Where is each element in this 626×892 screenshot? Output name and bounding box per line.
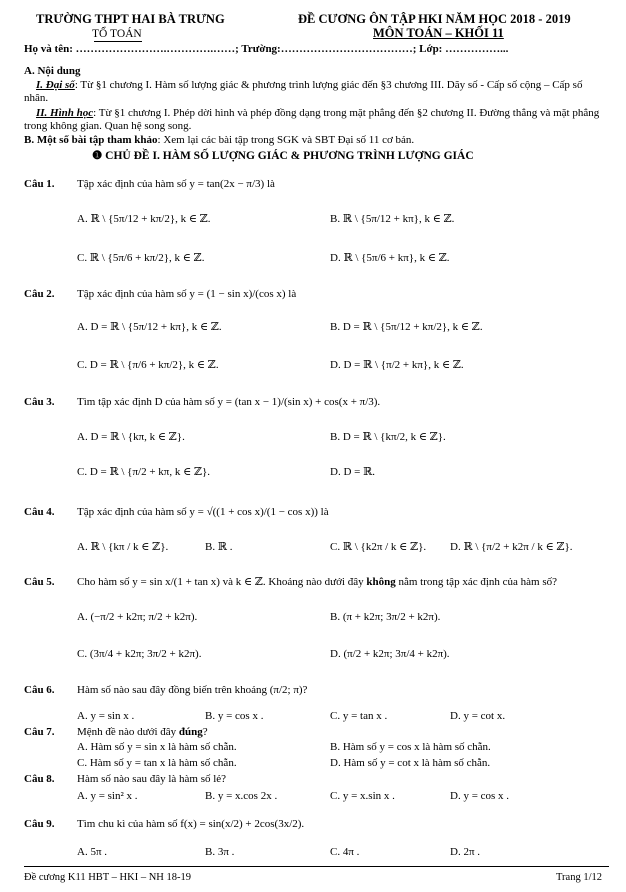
q7-text-a: Mệnh đề nào dưới đây	[77, 726, 179, 738]
document-title: ĐỀ CƯƠNG ÔN TẬP HKI NĂM HỌC 2018 - 2019	[298, 12, 571, 26]
q4-option-b[interactable]: B. ℝ .	[205, 541, 233, 553]
q5-text-b: nằm trong tập xác định của hàm số?	[395, 576, 558, 588]
q1-option-b[interactable]: B. ℝ \ {5π/12 + kπ}, k ∈ ℤ.	[330, 213, 455, 225]
section-a2	[24, 107, 604, 133]
question-5-label: Câu 5.	[24, 576, 55, 588]
q9-option-d[interactable]: D. 2π .	[450, 846, 480, 858]
department-name: TỔ TOÁN	[92, 28, 142, 40]
section-a1	[24, 79, 604, 105]
q2-option-c[interactable]: C. D = ℝ \ {π/6 + kπ/2}, k ∈ ℤ.	[77, 359, 219, 371]
q1-option-c[interactable]: C. ℝ \ {5π/6 + kπ/2}, k ∈ ℤ.	[77, 252, 205, 264]
q8-option-c[interactable]: C. y = x.sin x .	[330, 790, 395, 802]
q3-option-c[interactable]: C. D = ℝ \ {π/2 + kπ, k ∈ ℤ}.	[77, 466, 211, 478]
q6-option-a[interactable]: A. y = sin x .	[77, 710, 135, 722]
footer-rule	[24, 866, 609, 867]
q2-option-b[interactable]: B. D = ℝ \ {5π/12 + kπ/2}, k ∈ ℤ.	[330, 321, 483, 333]
question-9-text: Tìm chu kì của hàm số f(x) = sin(x/2) + 2cos(3x/2).	[77, 818, 305, 830]
question-7-label: Câu 7.	[24, 726, 55, 738]
q1-option-d[interactable]: D. ℝ \ {5π/6 + kπ}, k ∈ ℤ.	[330, 252, 450, 264]
dept-underline	[94, 41, 142, 42]
a2-text: : Từ §1 chương I. Phép dời hình và phép đồng dạng trong mặt phẳng đến §2 chương II. Đường thẳng và mặt phẳng trong không gian. Quan hệ song song.	[24, 107, 600, 132]
school-name: TRƯỜNG THPT HAI BÀ TRƯNG	[36, 12, 225, 26]
question-3-text: Tìm tập xác định D của hàm số y = (tan x − 1)/(sin x) + cos(x + π/3).	[77, 396, 381, 408]
question-1-text: Tập xác định của hàm số y = tan(2x − π/3) là	[77, 178, 275, 190]
footer-left: Đề cương K11 HBT – HKI – NH 18-19	[24, 872, 191, 883]
q8-option-a[interactable]: A. y = sin² x .	[77, 790, 138, 802]
subject-title: MÔN TOÁN – KHỐI 11	[373, 26, 504, 40]
q2-option-d[interactable]: D. D = ℝ \ {π/2 + kπ}, k ∈ ℤ.	[330, 359, 464, 371]
a2-label: II. Hình học	[36, 107, 94, 119]
topic-heading: ❶ CHỦ ĐỀ I. HÀM SỐ LƯỢNG GIÁC & PHƯƠNG TRÌNH LƯỢNG GIÁC	[92, 150, 474, 162]
question-8-label: Câu 8.	[24, 773, 55, 785]
question-2-text: Tập xác định của hàm số y = (1 − sin x)/(cos x) là	[77, 288, 297, 300]
q7-option-a[interactable]: A. Hàm số y = sin x là hàm số chẵn.	[77, 741, 237, 753]
q7-text-bold: đúng	[178, 726, 203, 738]
a1-label: I. Đại số	[36, 79, 75, 91]
q7-option-d[interactable]: D. Hàm số y = cot x là hàm số chẵn.	[330, 757, 491, 769]
question-9-label: Câu 9.	[24, 818, 55, 830]
page-number: Trang 1/12	[556, 872, 602, 883]
question-4-label: Câu 4.	[24, 506, 55, 518]
q9-option-a[interactable]: A. 5π .	[77, 846, 107, 858]
q9-option-c[interactable]: C. 4π .	[330, 846, 360, 858]
q7-text-b: ?	[202, 726, 208, 738]
q8-option-d[interactable]: D. y = cos x .	[450, 790, 510, 802]
q7-option-c[interactable]: C. Hàm số y = tan x là hàm số chẵn.	[77, 757, 237, 769]
q3-option-b[interactable]: B. D = ℝ \ {kπ/2, k ∈ ℤ}.	[330, 431, 446, 443]
question-8-text: Hàm số nào sau đây là hàm số lẻ?	[77, 773, 227, 785]
b-label: B. Một số bài tập tham khảo	[24, 134, 158, 146]
a1-text: : Từ §1 chương I. Hàm số lượng giác & phương trình lượng giác đến §3 chương III. Dãy số - Cấp số cộng – Cấp số nhân.	[24, 79, 583, 104]
question-4-text: Tập xác định của hàm số y = √((1 + cos x)/(1 − cos x)) là	[77, 506, 329, 518]
student-info-line: Họ và tên: …………………….………….……; Trường:………………………………; Lớp: ……………...	[24, 43, 509, 55]
q3-option-d[interactable]: D. D = ℝ.	[330, 466, 375, 478]
q7-option-b[interactable]: B. Hàm số y = cos x là hàm số chẵn.	[330, 741, 491, 753]
q4-option-d[interactable]: D. ℝ \ {π/2 + k2π / k ∈ ℤ}.	[450, 541, 573, 553]
q4-option-c[interactable]: C. ℝ \ {k2π / k ∈ ℤ}.	[330, 541, 427, 553]
section-b	[24, 134, 604, 147]
b-text: : Xem lại các bài tập trong SGK và SBT Đại số 11 cơ bản.	[157, 134, 415, 146]
question-6-label: Câu 6.	[24, 684, 55, 696]
q5-option-c[interactable]: C. (3π/4 + k2π; 3π/2 + k2π).	[77, 648, 202, 660]
q8-option-b[interactable]: B. y = x.cos 2x .	[205, 790, 278, 802]
question-7-text	[77, 726, 208, 740]
question-3-label: Câu 3.	[24, 396, 55, 408]
q5-option-d[interactable]: D. (π/2 + k2π; 3π/4 + k2π).	[330, 648, 450, 660]
question-1-label: Câu 1.	[24, 178, 55, 190]
question-6-text: Hàm số nào sau đây đồng biến trên khoảng (π/2; π)?	[77, 684, 308, 696]
question-2-label: Câu 2.	[24, 288, 55, 300]
q5-text-a: Cho hàm số y = sin x/(1 + tan x) và k ∈ ℤ. Khoảng nào dưới đây	[77, 576, 367, 588]
q9-option-b[interactable]: B. 3π .	[205, 846, 235, 858]
q5-text-bold: không	[366, 576, 396, 588]
q6-option-b[interactable]: B. y = cos x .	[205, 710, 264, 722]
section-a-title: A. Nội dung	[24, 65, 81, 77]
q4-option-a[interactable]: A. ℝ \ {kπ / k ∈ ℤ}.	[77, 541, 169, 553]
q5-option-b[interactable]: B. (π + k2π; 3π/2 + k2π).	[330, 611, 441, 623]
q6-option-c[interactable]: C. y = tan x .	[330, 710, 388, 722]
question-5-text	[77, 576, 557, 590]
q3-option-a[interactable]: A. D = ℝ \ {kπ, k ∈ ℤ}.	[77, 431, 185, 443]
q6-option-d[interactable]: D. y = cot x.	[450, 710, 506, 722]
q2-option-a[interactable]: A. D = ℝ \ {5π/12 + kπ}, k ∈ ℤ.	[77, 321, 222, 333]
q1-option-a[interactable]: A. ℝ \ {5π/12 + kπ/2}, k ∈ ℤ.	[77, 213, 211, 225]
q5-option-a[interactable]: A. (−π/2 + k2π; π/2 + k2π).	[77, 611, 198, 623]
